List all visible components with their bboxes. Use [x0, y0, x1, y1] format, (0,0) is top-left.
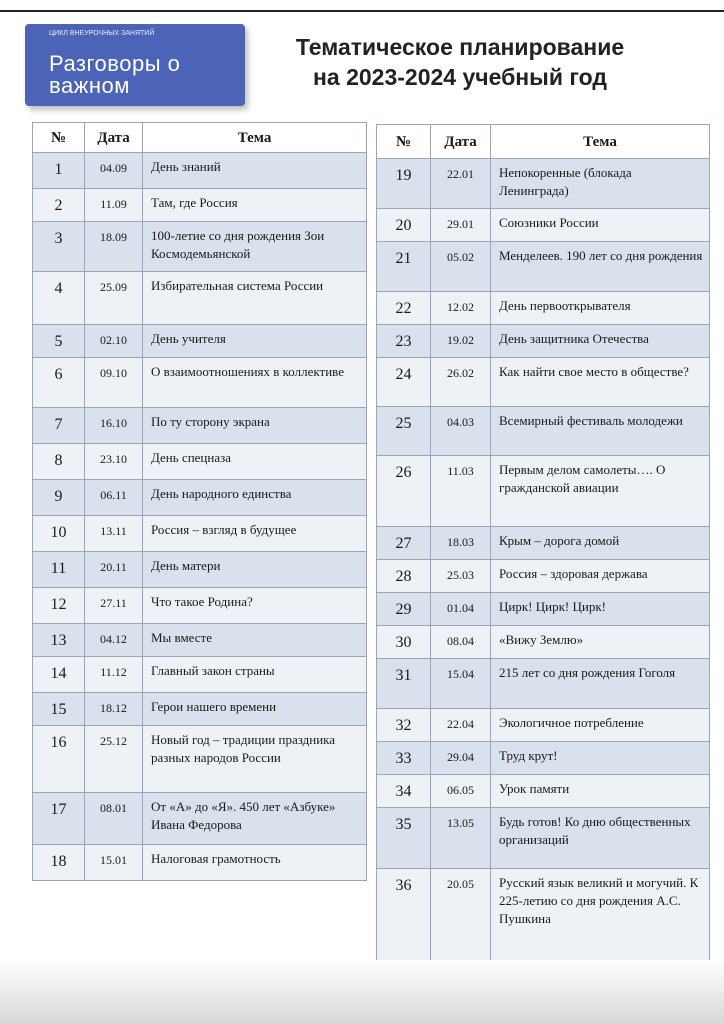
row-theme: «Вижу Землю»: [491, 626, 710, 659]
row-date: 12.02: [431, 292, 491, 325]
row-date: 19.02: [431, 325, 491, 358]
row-number: 27: [377, 527, 431, 560]
table-row: [33, 693, 367, 726]
row-number: 3: [33, 222, 85, 272]
row-date: 22.01: [431, 159, 491, 209]
row-number: 9: [33, 480, 85, 516]
row-number: 34: [377, 775, 431, 808]
row-number: 30: [377, 626, 431, 659]
row-date: 11.09: [85, 189, 143, 222]
table-row: [377, 159, 710, 209]
row-date: 18.12: [85, 693, 143, 726]
row-number: 32: [377, 709, 431, 742]
row-theme: Крым – дорога домой: [491, 527, 710, 560]
table-row: [33, 793, 367, 845]
page-title-line1: Тематическое планирование: [295, 34, 625, 60]
row-theme: День первооткрывателя: [491, 292, 710, 325]
row-date: 13.11: [85, 516, 143, 552]
row-theme: Налоговая грамотность: [143, 845, 367, 881]
table-row: [377, 242, 710, 292]
row-number: 36: [377, 869, 431, 965]
plan-table-right: [376, 124, 710, 965]
row-theme: Главный закон страны: [143, 657, 367, 693]
row-theme: Россия – здоровая держава: [491, 560, 710, 593]
row-date: 26.02: [431, 358, 491, 407]
row-date: 27.11: [85, 588, 143, 624]
row-theme: Непокоренные (блокада Ленинграда): [491, 159, 710, 209]
row-date: 29.04: [431, 742, 491, 775]
table-row: [33, 444, 367, 480]
row-date: 11.03: [431, 456, 491, 527]
logo-badge: [25, 24, 245, 106]
table-row: [377, 527, 710, 560]
row-date: 20.05: [431, 869, 491, 965]
row-date: 08.01: [85, 793, 143, 845]
row-theme: Будь готов! Ко дню общественных организаций: [491, 808, 710, 869]
table-row: [33, 222, 367, 272]
row-date: 23.10: [85, 444, 143, 480]
row-date: 13.05: [431, 808, 491, 869]
table-row: [33, 272, 367, 325]
row-number: 2: [33, 189, 85, 222]
row-theme: Там, где Россия: [143, 189, 367, 222]
table-row: [377, 560, 710, 593]
top-rule: [0, 10, 724, 12]
row-theme: 100-летие со дня рождения Зои Космодемьянской: [143, 222, 367, 272]
row-date: 01.04: [431, 593, 491, 626]
row-date: 20.11: [85, 552, 143, 588]
row-number: 33: [377, 742, 431, 775]
row-theme: Россия – взгляд в будущее: [143, 516, 367, 552]
row-theme: День матери: [143, 552, 367, 588]
table-header-row: [33, 123, 367, 153]
table-row: [377, 869, 710, 965]
table-row: [33, 480, 367, 516]
row-theme: Всемирный фестиваль молодежи: [491, 407, 710, 456]
table-row: [377, 626, 710, 659]
row-date: 04.09: [85, 153, 143, 189]
row-date: 06.05: [431, 775, 491, 808]
row-theme: День учителя: [143, 325, 367, 358]
row-number: 20: [377, 209, 431, 242]
table-row: [377, 808, 710, 869]
row-theme: Мы вместе: [143, 624, 367, 657]
row-theme: День защитника Отечества: [491, 325, 710, 358]
table-row: [33, 624, 367, 657]
table-row: [377, 358, 710, 407]
row-number: 7: [33, 408, 85, 444]
row-number: 35: [377, 808, 431, 869]
row-date: 11.12: [85, 657, 143, 693]
table-row: [377, 407, 710, 456]
row-number: 12: [33, 588, 85, 624]
table-row: [33, 153, 367, 189]
row-date: 15.01: [85, 845, 143, 881]
row-number: 8: [33, 444, 85, 480]
table-row: [377, 325, 710, 358]
row-number: 10: [33, 516, 85, 552]
table-row: [33, 516, 367, 552]
plan-table-left: [32, 122, 367, 881]
header-theme: Тема: [143, 123, 367, 153]
header-num: №: [33, 123, 85, 153]
table-row: [33, 726, 367, 793]
row-date: 02.10: [85, 325, 143, 358]
row-number: 26: [377, 456, 431, 527]
row-theme: Менделеев. 190 лет со дня рождения: [491, 242, 710, 292]
row-date: 29.01: [431, 209, 491, 242]
table-row: [377, 209, 710, 242]
row-theme: Первым делом самолеты…. О гражданской авиации: [491, 456, 710, 527]
row-theme: Русский язык великий и могучий. К 225-летию со дня рождения А.С. Пушкина: [491, 869, 710, 965]
row-number: 4: [33, 272, 85, 325]
row-theme: 215 лет со дня рождения Гоголя: [491, 659, 710, 709]
page-title: [260, 32, 660, 92]
row-number: 23: [377, 325, 431, 358]
logo-subtitle: ЦИКЛ ВНЕУРОЧНЫХ ЗАНЯТИЙ: [49, 30, 155, 37]
row-theme: Цирк! Цирк! Цирк!: [491, 593, 710, 626]
row-number: 15: [33, 693, 85, 726]
row-date: 08.04: [431, 626, 491, 659]
row-number: 21: [377, 242, 431, 292]
table-row: [377, 775, 710, 808]
row-number: 25: [377, 407, 431, 456]
row-theme: День знаний: [143, 153, 367, 189]
row-date: 16.10: [85, 408, 143, 444]
row-number: 31: [377, 659, 431, 709]
table-row: [33, 408, 367, 444]
row-number: 19: [377, 159, 431, 209]
row-theme: Урок памяти: [491, 775, 710, 808]
table-row: [377, 456, 710, 527]
header-num: №: [377, 125, 431, 159]
row-theme: Избирательная система России: [143, 272, 367, 325]
row-date: 18.03: [431, 527, 491, 560]
table-row: [377, 593, 710, 626]
table-row: [33, 657, 367, 693]
bottom-shadow: [0, 960, 724, 1024]
row-date: 05.02: [431, 242, 491, 292]
row-date: 25.12: [85, 726, 143, 793]
table-row: [377, 742, 710, 775]
row-date: 09.10: [85, 358, 143, 408]
row-number: 11: [33, 552, 85, 588]
row-number: 13: [33, 624, 85, 657]
row-number: 24: [377, 358, 431, 407]
row-date: 15.04: [431, 659, 491, 709]
table-row: [33, 588, 367, 624]
row-number: 5: [33, 325, 85, 358]
logo-title: Разговоры о важном: [49, 51, 181, 98]
row-theme: Герои нашего времени: [143, 693, 367, 726]
row-date: 04.12: [85, 624, 143, 657]
row-theme: Что такое Родина?: [143, 588, 367, 624]
header-theme: Тема: [491, 125, 710, 159]
table-row: [377, 709, 710, 742]
page-title-line2: на 2023-2024 учебный год: [313, 64, 607, 90]
row-number: 1: [33, 153, 85, 189]
table-row: [377, 659, 710, 709]
row-number: 6: [33, 358, 85, 408]
row-number: 22: [377, 292, 431, 325]
row-theme: Новый год – традиции праздника разных народов России: [143, 726, 367, 793]
row-date: 22.04: [431, 709, 491, 742]
row-number: 29: [377, 593, 431, 626]
row-theme: По ту сторону экрана: [143, 408, 367, 444]
table-row: [33, 845, 367, 881]
header-date: Дата: [85, 123, 143, 153]
row-number: 17: [33, 793, 85, 845]
row-date: 06.11: [85, 480, 143, 516]
row-theme: Союзники России: [491, 209, 710, 242]
header-date: Дата: [431, 125, 491, 159]
row-date: 25.09: [85, 272, 143, 325]
table-row: [33, 358, 367, 408]
row-date: 04.03: [431, 407, 491, 456]
row-theme: От «А» до «Я». 450 лет «Азбуке» Ивана Федорова: [143, 793, 367, 845]
row-theme: О взаимоотношениях в коллективе: [143, 358, 367, 408]
row-date: 25.03: [431, 560, 491, 593]
row-date: 18.09: [85, 222, 143, 272]
row-theme: День народного единства: [143, 480, 367, 516]
row-theme: Экологичное потребление: [491, 709, 710, 742]
row-theme: Как найти свое место в обществе?: [491, 358, 710, 407]
row-theme: Труд крут!: [491, 742, 710, 775]
row-number: 18: [33, 845, 85, 881]
row-number: 16: [33, 726, 85, 793]
row-theme: День спецназа: [143, 444, 367, 480]
row-number: 14: [33, 657, 85, 693]
table-row: [33, 552, 367, 588]
table-row: [377, 292, 710, 325]
row-number: 28: [377, 560, 431, 593]
table-header-row: [377, 125, 710, 159]
table-row: [33, 325, 367, 358]
table-row: [33, 189, 367, 222]
